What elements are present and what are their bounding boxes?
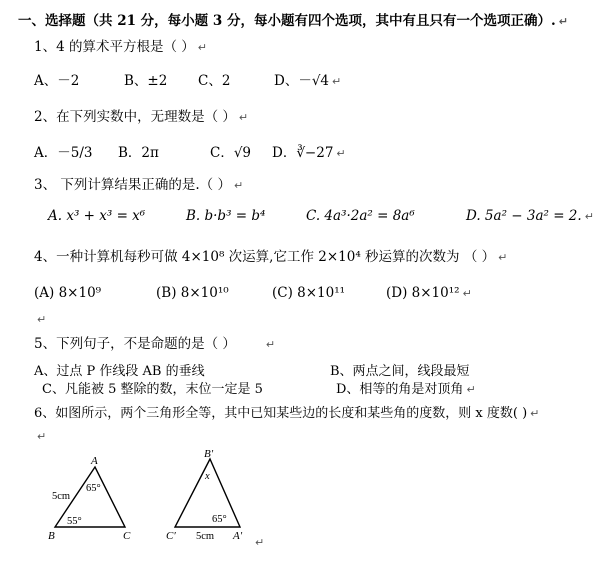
vertex-c-prime-label: C′ xyxy=(166,530,176,542)
q3-option-d-text: D. 5a² − 3a² = 2. xyxy=(466,208,582,224)
paragraph-mark: ↵ xyxy=(37,430,47,443)
q3-option-d xyxy=(466,207,594,226)
q5-option-c: C、凡能被 5 整除的数，末位一定是 5 xyxy=(42,382,263,397)
q1-option-d-text: D、－√4 xyxy=(274,73,330,89)
question-4-stem xyxy=(34,248,507,267)
paragraph-mark: ↵ xyxy=(466,383,476,396)
q4-option-a: (A) 8×10⁹ xyxy=(34,285,102,301)
angle-x-label: x xyxy=(205,471,210,482)
vertex-a-label: A xyxy=(91,455,98,467)
q3-option-b: B. b·b³ = b⁴ xyxy=(186,208,266,224)
triangles-figure xyxy=(40,447,280,552)
q1-option-a: A、－2 xyxy=(34,73,80,89)
q3-option-c: C. 4a³·2a² = 8a⁶ xyxy=(306,208,415,224)
question-1-text: 1、4 的算术平方根是（ ） xyxy=(34,39,195,55)
angle-a-value: 65° xyxy=(86,483,101,494)
q1-option-d xyxy=(274,72,341,91)
q5-option-d xyxy=(336,381,476,399)
paragraph-mark: ↵ xyxy=(233,179,244,192)
paragraph-mark: ↵ xyxy=(558,15,568,28)
q2-option-b: B．2π xyxy=(118,145,159,161)
side-ca-length: 5cm xyxy=(196,531,215,542)
q5-option-b: B、两点之间，线段最短 xyxy=(330,364,470,379)
paragraph-mark: ↵ xyxy=(265,338,276,351)
paragraph-mark: ↵ xyxy=(530,407,540,420)
question-3-text: 3、 下列计算结果正确的是.（ ） xyxy=(34,177,231,193)
paragraph-mark: ↵ xyxy=(462,287,472,300)
question-1-stem xyxy=(34,38,207,57)
q4-option-d xyxy=(386,284,472,303)
paragraph-mark: ↵ xyxy=(498,251,508,264)
question-4-text: 4、一种计算机每秒可做 4×10⁸ 次运算,它工作 2×10⁴ 秒运算的次数为 （ ） xyxy=(34,249,496,265)
paragraph-mark: ↵ xyxy=(332,75,342,88)
q2-option-d xyxy=(272,144,346,163)
section-title-text: 一、选择题（共 21 分，每小题 3 分，每小题有四个选项，其中有且只有一个选项正确）. xyxy=(18,13,556,29)
paragraph-mark: ↵ xyxy=(37,313,47,326)
paragraph-mark: ↵ xyxy=(584,210,594,223)
q1-option-b: B、±2 xyxy=(124,73,168,89)
paragraph-mark: ↵ xyxy=(197,41,207,54)
figure-end-mark xyxy=(252,533,264,552)
question-5-text: 5、下列句子，不是命题的是（ ） xyxy=(34,336,236,352)
q4-option-b: (B) 8×10¹⁰ xyxy=(156,285,229,301)
angle-a-prime-value: 65° xyxy=(212,514,227,525)
question-3-stem xyxy=(34,176,243,195)
paragraph-mark: ↵ xyxy=(336,147,346,160)
blank-line xyxy=(34,310,46,329)
question-2-text: 2、在下列实数中，无理数是（ ） xyxy=(34,109,236,125)
question-2-stem xyxy=(34,108,248,127)
q4-option-d-text: (D) 8×10¹² xyxy=(386,285,460,301)
triangle-bca xyxy=(175,459,240,527)
paragraph-mark: ↵ xyxy=(238,111,249,124)
vertex-c-label: C xyxy=(123,530,131,542)
q5-option-a: A、过点 P 作线段 AB 的垂线 xyxy=(34,364,205,379)
q2-option-d-text: D．∛−27 xyxy=(272,145,334,161)
question-5-stem xyxy=(34,335,275,354)
side-ab-length: 5cm xyxy=(52,491,71,502)
vertex-b-label: B xyxy=(48,530,55,542)
question-6-text: 6、如图所示，两个三角形全等，其中已知某些边的长度和某些角的度数，则 x 度数( ) xyxy=(34,406,528,421)
q5-option-d-text: D、相等的角是对顶角 xyxy=(336,382,464,397)
section-title xyxy=(18,12,568,31)
q2-option-a: A．－5/3 xyxy=(34,145,93,161)
q1-option-c: C、2 xyxy=(198,73,231,89)
vertex-b-prime-label: B′ xyxy=(204,448,214,460)
angle-b-value: 55° xyxy=(67,516,82,527)
question-6-stem xyxy=(34,405,539,423)
q3-option-a: A. x³ + x³ = x⁶ xyxy=(48,208,146,224)
vertex-a-prime-label: A′ xyxy=(233,530,243,542)
paragraph-mark: ↵ xyxy=(255,536,265,549)
q2-option-c: C．√9 xyxy=(210,145,252,161)
blank-line xyxy=(34,427,46,446)
q4-option-c: (C) 8×10¹¹ xyxy=(272,285,346,301)
